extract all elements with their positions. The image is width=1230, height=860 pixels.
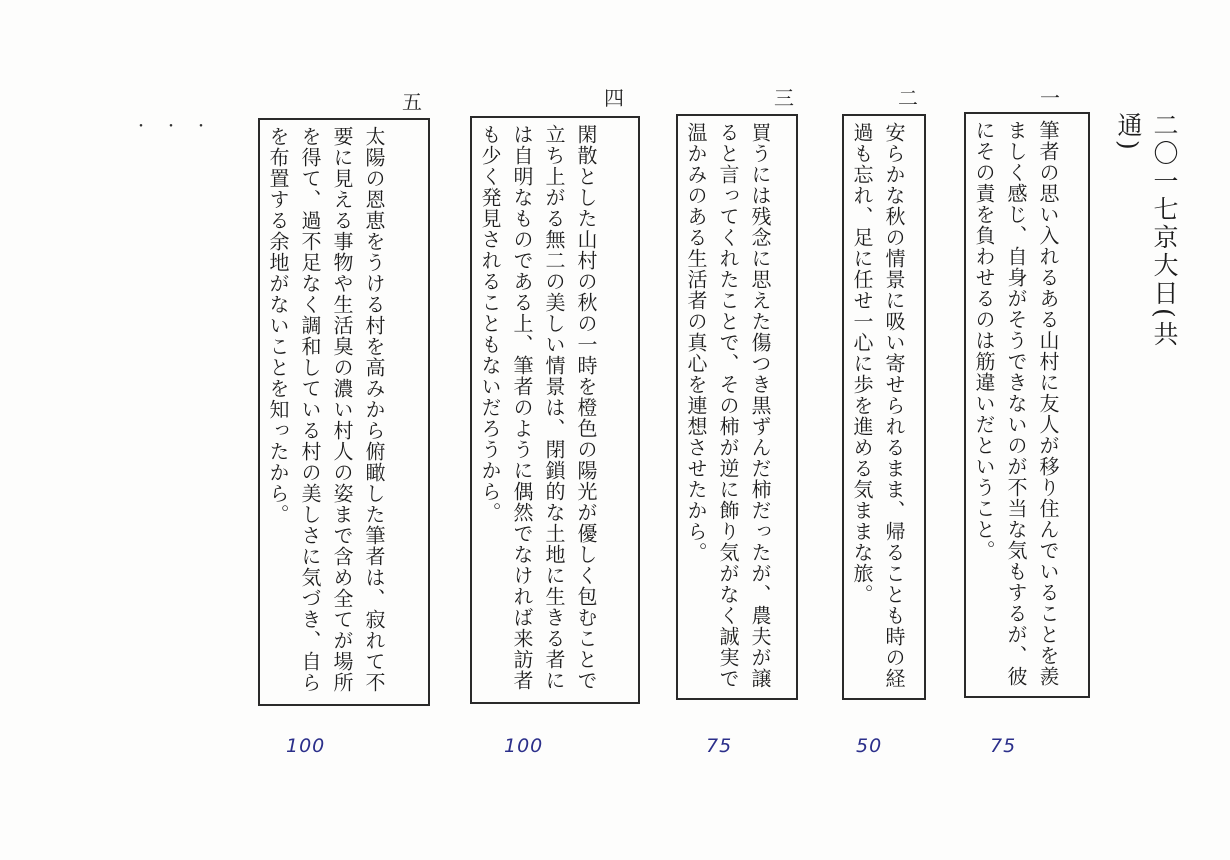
answer-text-2: 安らかな秋の情景に吸い寄せられるまま、帰ることも時の経過も忘れ、足に任せ一心に歩を進める気ままな旅。 (850, 122, 906, 689)
answer-number-5: 五 (402, 90, 422, 114)
score-4: 100 (504, 735, 544, 757)
score-5: 100 (286, 735, 326, 757)
answer-box-1 (964, 112, 1090, 698)
answer-box-3 (676, 114, 798, 700)
answer-number-2: 二 (898, 86, 918, 110)
page-title: 二〇一七京大日(共通) (1114, 112, 1179, 349)
answer-text-3: 買うには残念に思えた傷つき黒ずんだ柿だったが、農夫が譲ると言ってくれたことで、その柿が逆に飾り気がなく誠実で温かみのある生活者の真心を連想させたから。 (684, 122, 772, 689)
answer-text-4: 閑散とした山村の秋の一時を橙色の陽光が優しく包むことで立ち上がる無二の美しい情景は、閉鎖的な土地に生きる者には自明なものである上、筆者のように偶然でなければ来訪者も少く発見されることもないだろうから。 (478, 124, 598, 691)
score-1: 75 (990, 735, 1017, 757)
answer-box-2 (842, 114, 926, 700)
answer-number-3: 三 (774, 86, 794, 110)
score-3: 75 (706, 735, 733, 757)
answer-box-4 (470, 116, 640, 704)
answer-box-5 (258, 118, 430, 706)
answer-number-4: 四 (604, 86, 624, 110)
answer-text-5: 太陽の恩恵をうける村を高みから俯瞰した筆者は、寂れて不要に見える事物や生活臭の濃い村人の姿まで含め全てが場所を得て、過不足なく調和している村の美しさに気づき、自らを布置する余地がないことを知ったから。 (266, 126, 386, 693)
score-2: 50 (856, 735, 883, 757)
answer-text-1: 筆者の思い入れるある山村に友人が移り住んでいることを羨ましく感じ、自身がそうできないのが不当な気もするが、彼にその責を負わせるのは筋違いだということ。 (972, 120, 1060, 687)
answer-number-1: 一 (1040, 86, 1060, 110)
margin-dots: ・・・ (134, 119, 224, 135)
